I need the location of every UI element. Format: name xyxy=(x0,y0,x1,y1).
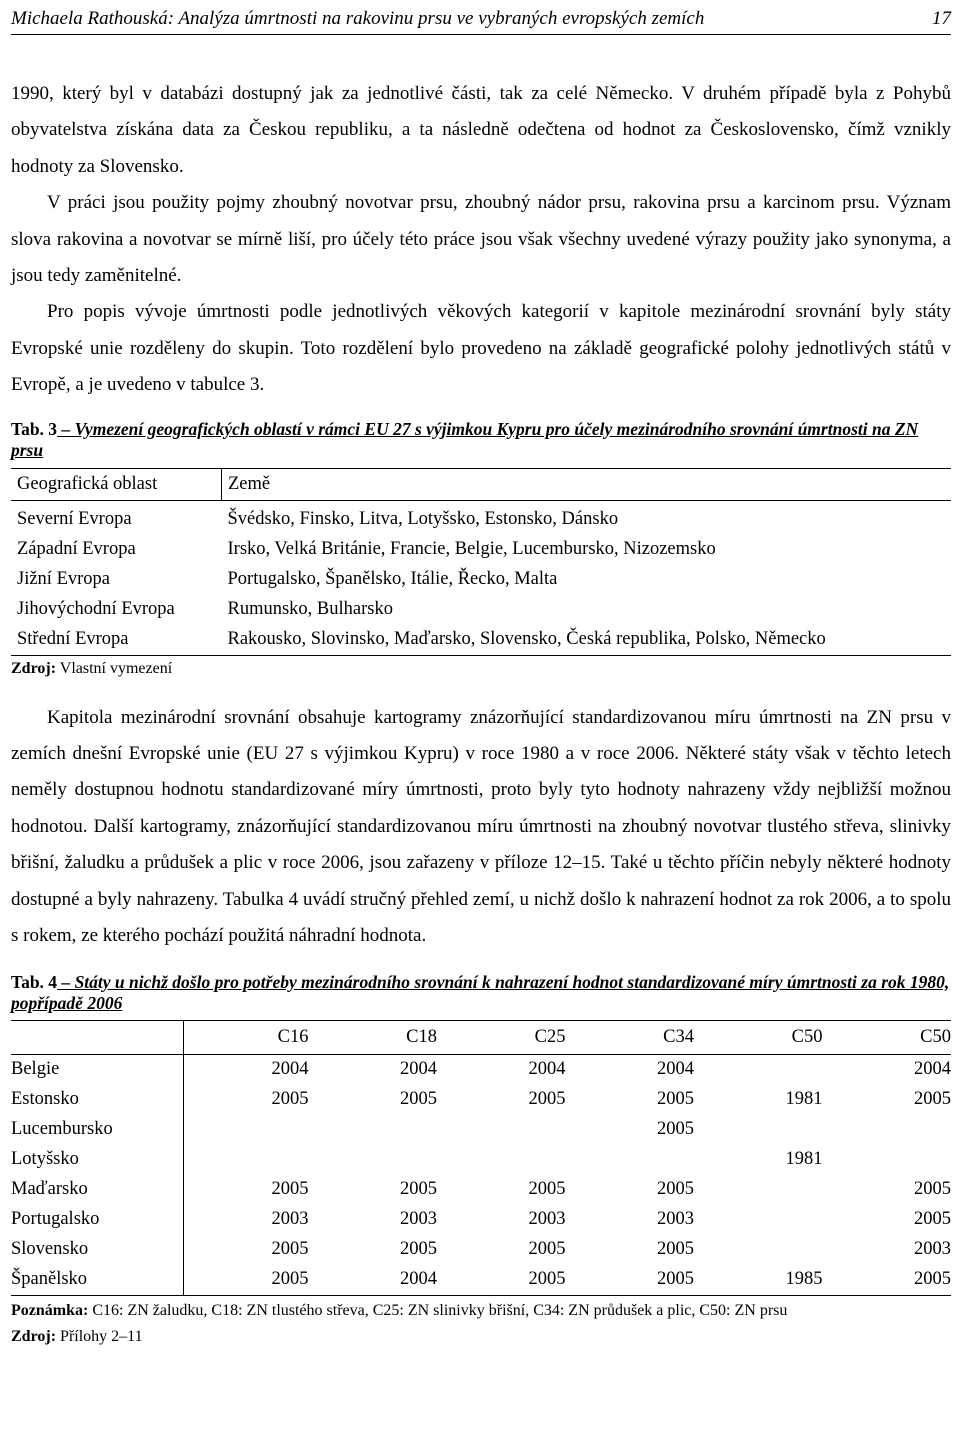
table3-cell-region: Jihovýchodní Evropa xyxy=(17,599,175,620)
table4-caption xyxy=(11,972,951,1014)
table4-cell-year xyxy=(312,1145,441,1175)
table3-cell-countries: Rumunsko, Bulharsko xyxy=(227,599,393,620)
table4-cell-year: 2005 xyxy=(528,1239,566,1259)
table4-cell-year xyxy=(826,1145,951,1175)
table-row xyxy=(11,1085,951,1115)
table4-note xyxy=(11,1300,951,1322)
table4-cell-year: 2005 xyxy=(271,1239,309,1259)
table4-note-label: Poznámka: xyxy=(11,1301,89,1319)
table4-cell-year xyxy=(698,1235,827,1265)
paragraph-groups: Pro popis vývoje úmrtnosti podle jednotlivých věkových kategorií v kapitole mezinárodní srovnání byly státy Evropské unie rozděleny do skupin. Toto rozdělení bylo provedeno na základě geografické polohy jednotlivých států v Evropě, a je uvedeno v tabulce 3. xyxy=(11,301,951,396)
table4-cell-country: Estonsko xyxy=(11,1085,183,1115)
table4-cell-year: 2005 xyxy=(656,1119,694,1139)
table4-cell-year xyxy=(183,1145,312,1175)
table4-cell-year: 2005 xyxy=(569,1265,698,1296)
table4-header-cause: C25 xyxy=(441,1020,570,1054)
table4-cell-year: 2005 xyxy=(826,1265,951,1296)
table3-source-label: Zdroj: xyxy=(11,659,57,677)
table4-cell-year: 2005 xyxy=(528,1089,566,1109)
table-row xyxy=(11,1205,951,1235)
table4-cell-year: 2005 xyxy=(914,1089,951,1109)
table4-cell-year: 2003 xyxy=(271,1209,309,1229)
table4-cell-year xyxy=(826,1115,951,1145)
table4-cell-year: 2004 xyxy=(914,1059,951,1079)
table4-cell-year: 2004 xyxy=(271,1059,309,1079)
table3-cell-region: Západní Evropa xyxy=(17,539,136,560)
table4-cell-year: 2003 xyxy=(914,1239,951,1259)
table3-cell-countries: Rakousko, Slovinsko, Maďarsko, Slovensko, Česká republika, Polsko, Německo xyxy=(222,625,952,656)
table4-note-text: C16: ZN žaludku, C18: ZN tlustého střeva, C25: ZN slinivky břišní, C34: ZN průdušek a plic, C50: ZN prsu xyxy=(88,1301,788,1319)
table-row xyxy=(11,1145,951,1175)
table4-source-text: Přílohy 2–11 xyxy=(56,1327,143,1345)
table-row xyxy=(11,565,951,595)
table-row xyxy=(11,1265,951,1296)
table4-cell-year: 2004 xyxy=(312,1265,441,1296)
table-row xyxy=(11,1175,951,1205)
table4-cell-year: 2005 xyxy=(914,1179,951,1199)
table4-cell-year: 2005 xyxy=(656,1089,694,1109)
table-row xyxy=(11,1235,951,1265)
table4-cell-year: 2004 xyxy=(399,1059,437,1079)
table4-cell-year: 2005 xyxy=(271,1179,309,1199)
table4-cell-year: 2005 xyxy=(656,1179,694,1199)
paragraph-terminology: V práci jsou použity pojmy zhoubný novotvar prsu, zhoubný nádor prsu, rakovina prsu a karcinom prsu. Význam slova rakovina a novotvar se mírně liší, pro účely této práce jsou však všechny uvedené výrazy použity jako synonyma, a jsou tedy zaměnitelné. xyxy=(11,192,951,287)
table4-cell-year: 2004 xyxy=(656,1059,694,1079)
table3-caption xyxy=(11,419,951,461)
table4-cell-country: Belgie xyxy=(11,1054,183,1085)
table4-title: – Státy u nichž došlo pro potřeby mezinárodního srovnání k nahrazení hodnot standardizované míry úmrtnosti za rok 1980, popřípadě 2006 xyxy=(11,971,950,1013)
table-row xyxy=(11,625,951,656)
table4-cell-year: 2004 xyxy=(528,1059,566,1079)
table4-header-blank xyxy=(11,1020,183,1054)
table3-source xyxy=(11,660,951,682)
table3-cell-region: Severní Evropa xyxy=(17,509,132,530)
table4-header-cause: C50 xyxy=(826,1020,951,1054)
table4-body xyxy=(11,1054,951,1295)
table4-source xyxy=(11,1328,951,1346)
table4-cell-country: Slovensko xyxy=(11,1235,183,1265)
table4-cell-year xyxy=(441,1145,570,1175)
table4-cell-year xyxy=(183,1115,312,1145)
table3-title: – Vymezení geografických oblastí v rámci EU 27 s výjimkou Kypru pro účely mezinárodního srovnání úmrtnosti na ZN prsu xyxy=(11,418,919,460)
table4-cell-country: Lucembursko xyxy=(11,1115,183,1145)
table3-cell-countries: Portugalsko, Španělsko, Itálie, Řecko, Malta xyxy=(227,569,558,590)
table-row xyxy=(11,500,951,535)
table4-header-cause: C16 xyxy=(183,1020,312,1054)
table3-cell-countries: Irsko, Velká Británie, Francie, Belgie, Lucembursko, Nizozemsko xyxy=(227,539,716,560)
table4-cell-year xyxy=(569,1145,698,1175)
table4-label: Tab. 4 xyxy=(11,971,58,992)
table4-header-cause: C18 xyxy=(312,1020,441,1054)
table-row xyxy=(11,1054,951,1085)
paragraph-cartograms: Kapitola mezinárodní srovnání obsahuje kartogramy znázorňující standardizovanou míru úmrtnosti na ZN prsu v zemích dnešní Evropské unie (EU 27 s výjimkou Kypru) v roce 1980 a v roce 2006. Některé státy však v těchto letech neměly dostupnou hodnotu standardizované míry úmrtnosti, proto byly tyto hodnoty nahrazeny vždy nejbližší možnou hodnotou. Další kartogramy, znázorňující standardizovanou míru úmrtnosti na zhoubný novotvar tlustého střeva, slinivky břišní, žaludku a průdušek a plic v roce 2006, jsou zařazeny v příloze 12–15. Také u těchto příčin nebyly některé hodnoty dostupné a byly nahrazeny. Tabulka 4 uvádí stručný přehled zemí, u nichž došlo k nahrazení hodnot za rok 2006, a to spolu s rokem, ze kterého pochází použitá náhradní hodnota. xyxy=(11,706,951,947)
table4-cell-year: 2005 xyxy=(441,1265,570,1296)
table4-cell-country: Španělsko xyxy=(11,1265,183,1296)
table4-cell-year: 2005 xyxy=(183,1265,312,1296)
table-replaced-values xyxy=(11,1020,951,1296)
table4-header-cause: C50 xyxy=(698,1020,827,1054)
table4-header-row xyxy=(11,1020,951,1054)
table4-cell-year: 2003 xyxy=(656,1209,694,1229)
table3-header-row xyxy=(11,468,951,500)
document-page xyxy=(11,0,951,1346)
page-number: 17 xyxy=(932,8,951,29)
table4-cell-country: Maďarsko xyxy=(11,1175,183,1205)
table3-body xyxy=(11,500,951,655)
table4-cell-year: 1981 xyxy=(785,1149,823,1169)
table-geographic-regions xyxy=(11,468,951,656)
table4-cell-year: 2005 xyxy=(399,1239,437,1259)
table3-header-region: Geografická oblast xyxy=(11,468,222,500)
table4-cell-year: 2003 xyxy=(528,1209,566,1229)
table4-cell-year: 2005 xyxy=(656,1239,694,1259)
table4-header-cause: C34 xyxy=(569,1020,698,1054)
table4-cell-year: 2005 xyxy=(528,1179,566,1199)
table4-cell-year: 2005 xyxy=(914,1209,951,1229)
table4-cell-year: 2005 xyxy=(399,1179,437,1199)
paragraph-data-sources: 1990, který byl v databázi dostupný jak za jednotlivé části, tak za celé Německo. V druhém případě byla z Pohybů obyvatelstva získána data za Českou republiku, a ta následně odečtena od hodnot za Československo, čímž vznikly hodnoty za Slovensko. xyxy=(11,83,951,177)
table3-header-countries: Země xyxy=(222,468,952,500)
table4-cell-year xyxy=(441,1115,570,1145)
table-row xyxy=(11,535,951,565)
table4-cell-year xyxy=(698,1115,827,1145)
table4-source-label: Zdroj: xyxy=(11,1327,57,1345)
running-header xyxy=(11,0,951,35)
table3-cell-countries: Švédsko, Finsko, Litva, Lotyšsko, Estonsko, Dánsko xyxy=(227,509,619,530)
table4-cell-year: 2005 xyxy=(271,1089,309,1109)
table3-cell-region: Jižní Evropa xyxy=(17,569,110,590)
table-row xyxy=(11,595,951,625)
table3-source-text: Vlastní vymezení xyxy=(56,659,173,677)
table4-cell-year: 1981 xyxy=(785,1089,823,1109)
table4-cell-country: Lotyšsko xyxy=(11,1145,183,1175)
running-title: Michaela Rathouská: Analýza úmrtnosti na rakovinu prsu ve vybraných evropských zemích xyxy=(11,8,705,29)
table3-cell-region: Střední Evropa xyxy=(11,625,222,656)
table4-cell-year xyxy=(698,1205,827,1235)
table-row xyxy=(11,1115,951,1145)
table4-cell-year xyxy=(312,1115,441,1145)
table4-cell-year xyxy=(698,1054,827,1085)
table4-cell-country: Portugalsko xyxy=(11,1205,183,1235)
table4-cell-year: 2005 xyxy=(399,1089,437,1109)
table4-cell-year xyxy=(698,1175,827,1205)
table3-label: Tab. 3 xyxy=(11,418,58,439)
table4-cell-year: 2003 xyxy=(399,1209,437,1229)
table4-cell-year: 1985 xyxy=(698,1265,827,1296)
